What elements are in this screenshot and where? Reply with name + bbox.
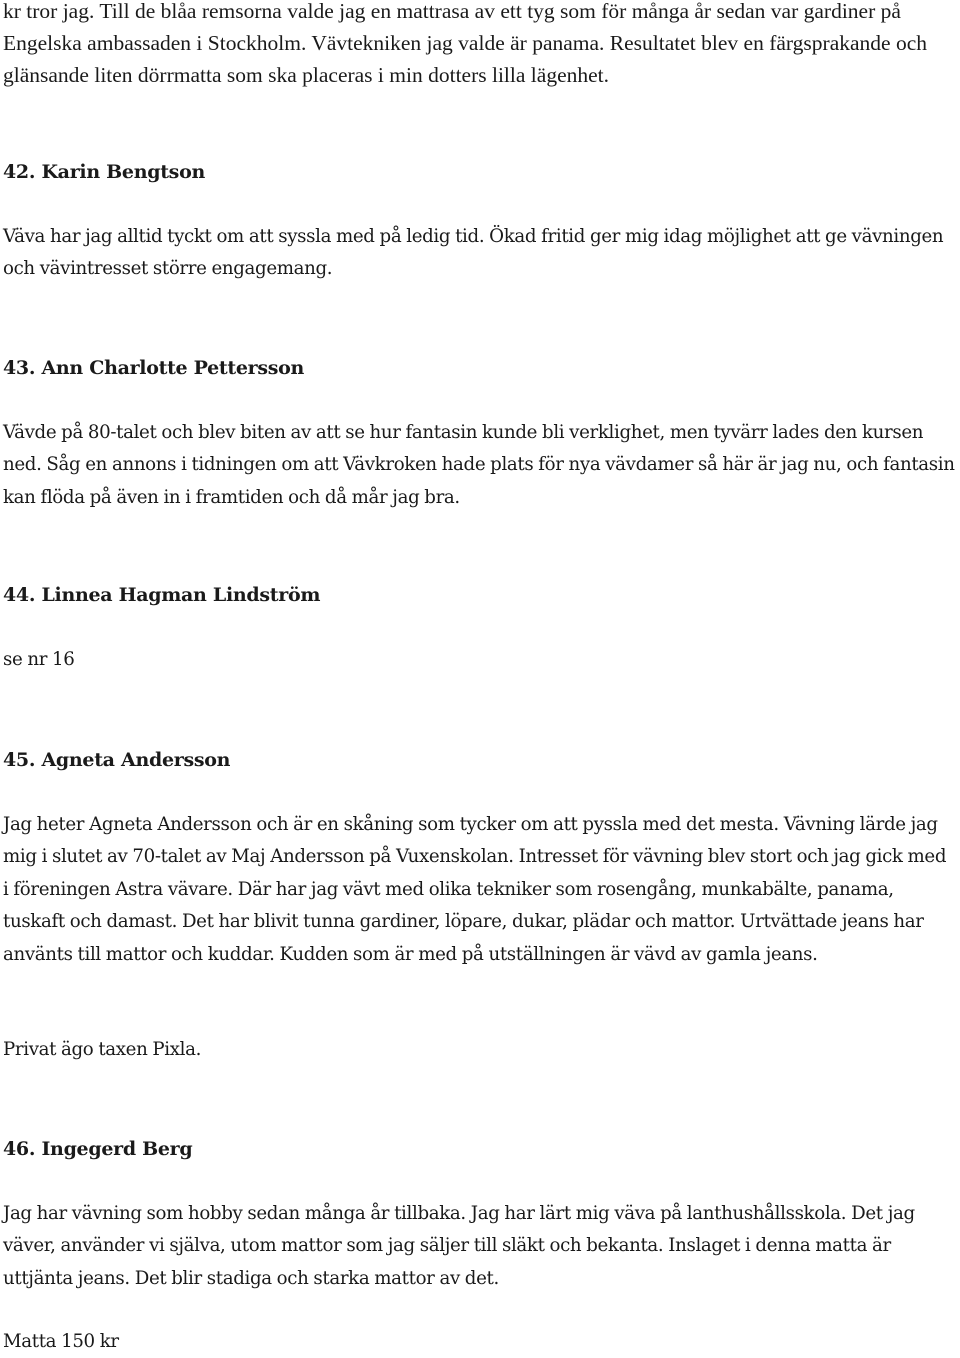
entry-heading: 44. Linnea Hagman Lindström [3,584,321,606]
entry-paragraph: Vävde på 80-talet och blev biten av att se hur fantasin kunde bli verklighet, men tyvärr lades den kursen ned. Såg en annons i tidningen om att Vävkroken hade plats för nya vävdamer så här är jag nu, och fantasin kan flöda på även in i framtiden och då mår jag bra. [3,422,955,508]
entry-paragraph: Privat ägo taxen Pixla. [3,1039,202,1060]
entry-45 [3,747,955,1060]
entry-43 [3,355,955,508]
intro-paragraph: kr tror jag. Till de blåa remsorna valde jag en mattrasa av ett tyg som för många år sedan var gardiner på Engelska ambassaden i Stockholm. Vävtekniken jag valde är panama. Resultatet blev en färgsprakande och glänsande liten dörrmatta som ska placeras i min dotters lilla lägenhet. [3,0,928,87]
entry-heading: 45. Agneta Andersson [3,749,231,771]
entry-heading: 42. Karin Bengtson [3,161,205,183]
entry-paragraph: se nr 16 [3,649,75,670]
entry-paragraph: Jag heter Agneta Andersson och är en skåning som tycker om att pyssla med det mesta. Vävning lärde jag mig i slutet av 70-talet av Maj Andersson på Vuxenskolan. Intresset för vävning blev stort och jag gick med i föreningen Astra vävare. Där har jag vävt med olika tekniker som rosengång, munkabälte, panama, tuskaft och damast. Det har blivit tunna gardiner, löpare, dukar, plädar och mattor. Urtvättade jeans har använts till mattor och kuddar. Kudden som är med på utställningen är vävd av gamla jeans. [3,814,947,965]
entry-paragraph: Jag har vävning som hobby sedan många år tillbaka. Jag har lärt mig väva på lanthushållsskola. Det jag väver, använder vi själva, utom mattor som jag säljer till släkt och bekanta. Inslaget i denna matta är uttjänta jeans. Det blir stadiga och starka mattor av det. [3,1203,915,1289]
entry-heading: 43. Ann Charlotte Pettersson [3,357,305,379]
entry-paragraph: Matta 150 kr [3,1331,119,1352]
entry-42 [3,159,955,280]
entry-paragraph: Väva har jag alltid tyckt om att syssla med på ledig tid. Ökad fritid ger mig idag möjlighet att ge vävningen och vävintresset större engagemang. [3,226,944,280]
entry-44 [3,582,955,670]
entry-heading: 46. Ingegerd Berg [3,1138,193,1160]
entry-46 [3,1136,955,1352]
